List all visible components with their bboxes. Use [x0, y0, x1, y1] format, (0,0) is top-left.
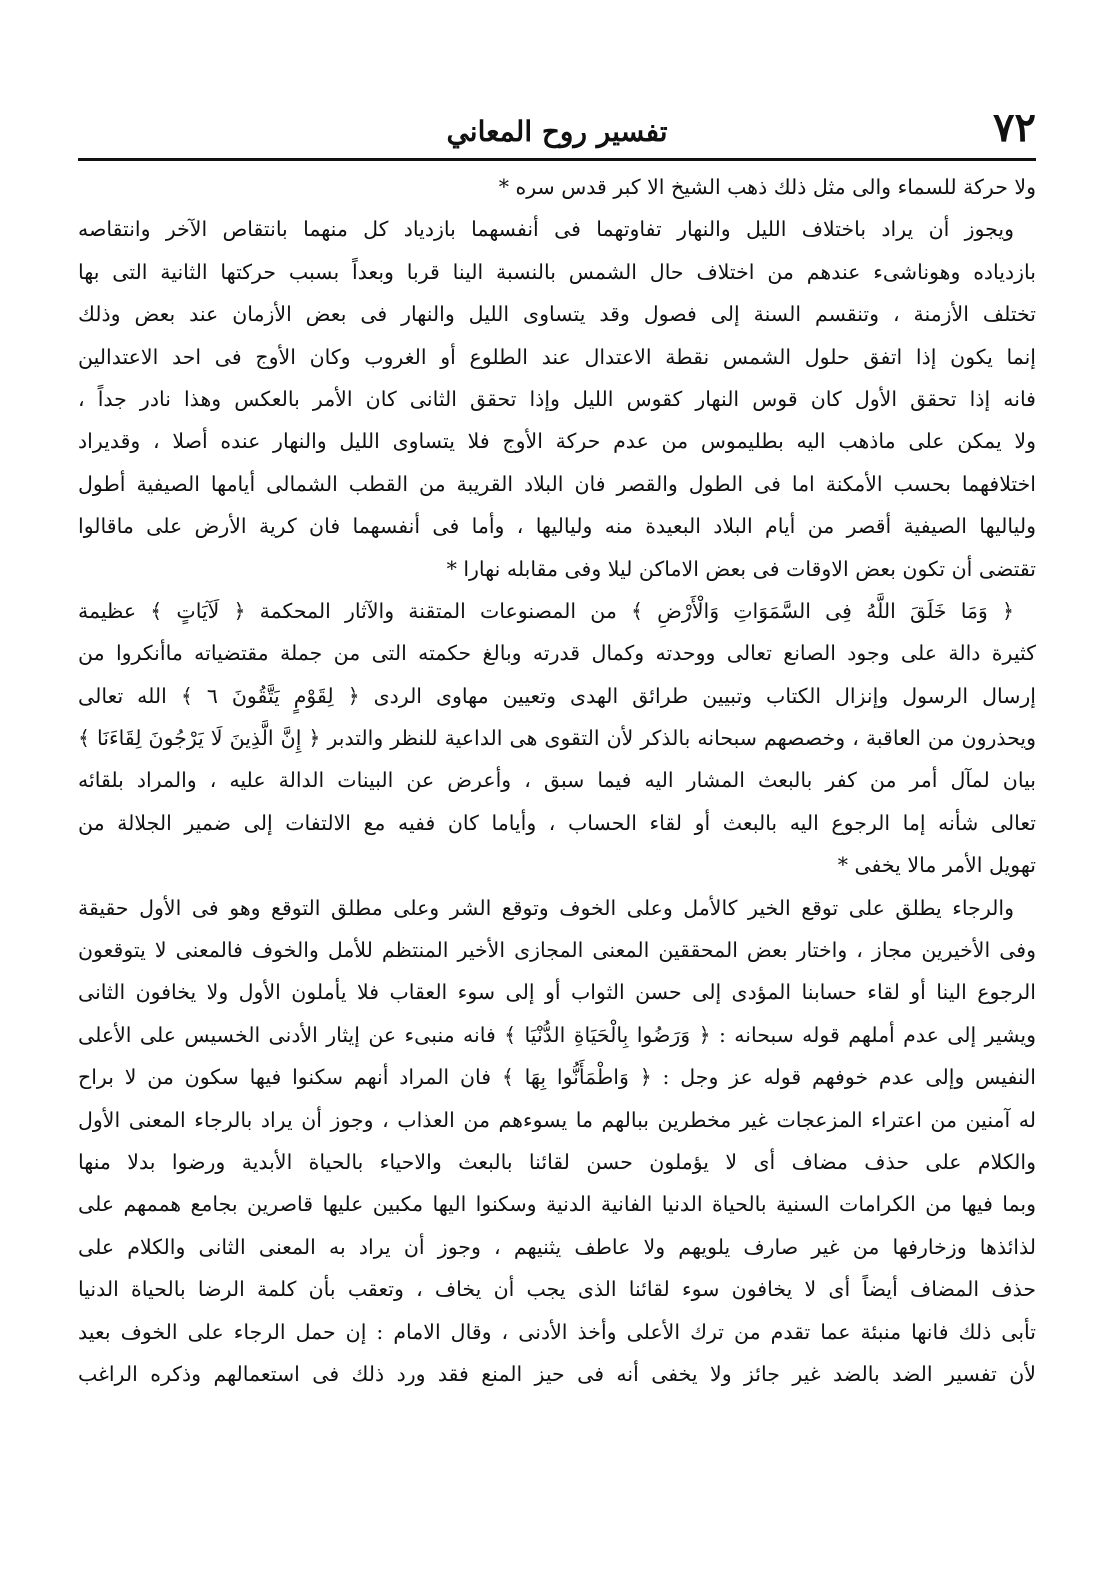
text-line: ويشير إلى عدم أملهم قوله سبحانه : ﴿ وَرَضُوا بِالْحَيَاةِ الدُّنْيَا ﴾ فانه منبىء عن إيثار الأدنى الخسيس على الأعلى — [78, 1022, 1036, 1047]
text-line: الرجوع الينا أو لقاء حسابنا المؤدى إلى حسن الثواب أو إلى سوء العقاب فلا يأملون الأول ولا يخافون الثانى — [78, 980, 1036, 1005]
text-line: ويجوز أن يراد باختلاف الليل والنهار تفاوتهما فى أنفسهما بازدياد كل منهما بانتقاص الآخر وانتقاصه — [78, 217, 1014, 242]
text-line: تعالى شأنه إما الرجوع اليه بالبعث أو لقاء الحساب ، وأياما كان ففيه مع الالتفات إلى ضمير الجلالة من — [78, 810, 1036, 835]
text-line: إرسال الرسول وإنزال الكتاب وتبيين طرائق الهدى وتعيين مهاوى الردى ﴿ لِقَوْمٍ يَتَّقُونَ ٦ ﴾ الله تعالى — [78, 683, 1036, 708]
text-line: كثيرة دالة على وجود الصانع تعالى ووحدته وكمال قدرته وبالغ حكمته التى من جملة مقتضياته ماأنكروا من — [78, 641, 1036, 666]
text-line: ولا حركة للسماء والى مثل ذلك ذهب الشيخ الا كبر قدس سره * — [498, 175, 1036, 199]
text-line: تهويل الأمر مالا يخفى * — [837, 853, 1036, 878]
text-line: بازدياده وهوناشىء عندهم من اختلاف حال الشمس بالنسبة الينا قربا وبعداً بسبب حركتها الثانية التى بها — [78, 259, 1036, 284]
text-line: فانه إذا تحقق الأول كان قوس النهار كقوس الليل وإذا تحقق الثانى كان الأمر بالعكس وهذا نادر جداً ، — [78, 386, 1036, 411]
text-line: تختلف الأزمنة ، وتنقسم السنة إلى فصول وقد يتساوى الليل والنهار فى بعض الأزمان عند بعض وذلك — [78, 302, 1036, 327]
text-line: ولا يمكن على ماذهب اليه بطليموس من عدم حركة الأوج فلا يتساوى الليل والنهار عنده أصلا ، وقديراد — [78, 429, 1036, 454]
text-line: لذائذها وزخارفها من غير صارف يلويهم ولا عاطف يثنيهم ، وجوز أن يراد به المعنى الثانى والكلام على — [78, 1234, 1036, 1259]
text-line: والكلام على حذف مضاف أى لا يؤملون حسن لقائنا بالبعث والاحياء بالحياة الأبدية ورضوا بدلا منها — [78, 1149, 1036, 1174]
text-line: تقتضى أن تكون بعض الاوقات فى بعض الاماكن ليلا وفى مقابله نهارا * — [446, 556, 1036, 581]
text-line: بيان لمآل أمر من كفر بالبعث المشار اليه فيما سبق ، وأعرض عن البينات الدالة عليه ، والمراد بلقائه — [78, 768, 1036, 793]
running-title: تفسير روح المعاني — [446, 115, 668, 148]
text-line: ﴿ وَمَا خَلَقَ اللَّهُ فِى السَّمَوَاتِ وَالْأَرْضِ ﴾ من المصنوعات المتقنة والآثار المحكمة ﴿ لَآيَاتٍ ﴾ عظيمة — [78, 598, 1014, 623]
text-line: إنما يكون إذا اتفق حلول الشمس نقطة الاعتدال عند الطلوع أو الغروب وكان الأوج فى احد الاعتدالين — [78, 344, 1036, 369]
text-line: ولياليها الصيفية أقصر من أيام البلاد البعيدة منه ولياليها ، وأما فى أنفسهما فان كرية الأرض على ماقالوا — [78, 514, 1036, 539]
text-line: وبما فيها من الكرامات السنية بالحياة الدنيا الفانية الدنية وسكنوا اليها مكبين عليها قاصرين بجامع هممهم على — [78, 1192, 1036, 1217]
text-line: وفى الأخيرين مجاز ، واختار بعض المحققين المعنى المجازى الأخير المنتظم للأمل والخوف فالمعنى لا يتوقعون — [78, 938, 1036, 963]
body-text — [78, 166, 1036, 1395]
page-header — [78, 100, 1036, 156]
header-rule — [78, 158, 1036, 161]
text-line: اختلافهما بحسب الأمكنة اما فى الطول والقصر فان البلاد القريبة من القطب الشمالى أيامها الصيفية أطول — [78, 471, 1036, 496]
text-line: والرجاء يطلق على توقع الخير كالأمل وعلى الخوف وتوقع الشر وعلى مطلق التوقع وهو فى الأول حقيقة — [78, 895, 1014, 920]
page-number: ٧٢ — [993, 104, 1036, 151]
text-line: حذف المضاف أيضاً أى لا يخافون سوء لقائنا الذى يجب أن يخاف ، وتعقب بأن كلمة الرضا بالحياة الدنيا — [78, 1277, 1036, 1302]
text-line: تأبى ذلك فانها منبئة عما تقدم من ترك الأعلى وأخذ الأدنى ، وقال الامام : إن حمل الرجاء على الخوف بعيد — [78, 1319, 1036, 1344]
text-line: له آمنين من اعتراء المزعجات غير مخطرين ببالهم ما يسوءهم من العذاب ، وجوز أن يراد بالرجاء المعنى الأول — [78, 1107, 1036, 1132]
text-line: ويحذرون من العاقبة ، وخصصهم سبحانه بالذكر لأن التقوى هى الداعية للنظر والتدبر ﴿ إِنَّ الَّذِينَ لَا يَرْجُونَ لِقَاءَنَا ﴾ — [78, 726, 1036, 751]
text-line: النفيس وإلى عدم خوفهم قوله عز وجل : ﴿ وَاطْمَأَنُّوا بِهَا ﴾ فان المراد أنهم سكنوا فيها سكون من لا براح — [78, 1065, 1036, 1090]
text-line: لأن تفسير الضد بالضد غير جائز ولا يخفى أنه فى حيز المنع فقد ورد ذلك فى استعمالهم وذكره الراغب — [78, 1361, 1036, 1386]
